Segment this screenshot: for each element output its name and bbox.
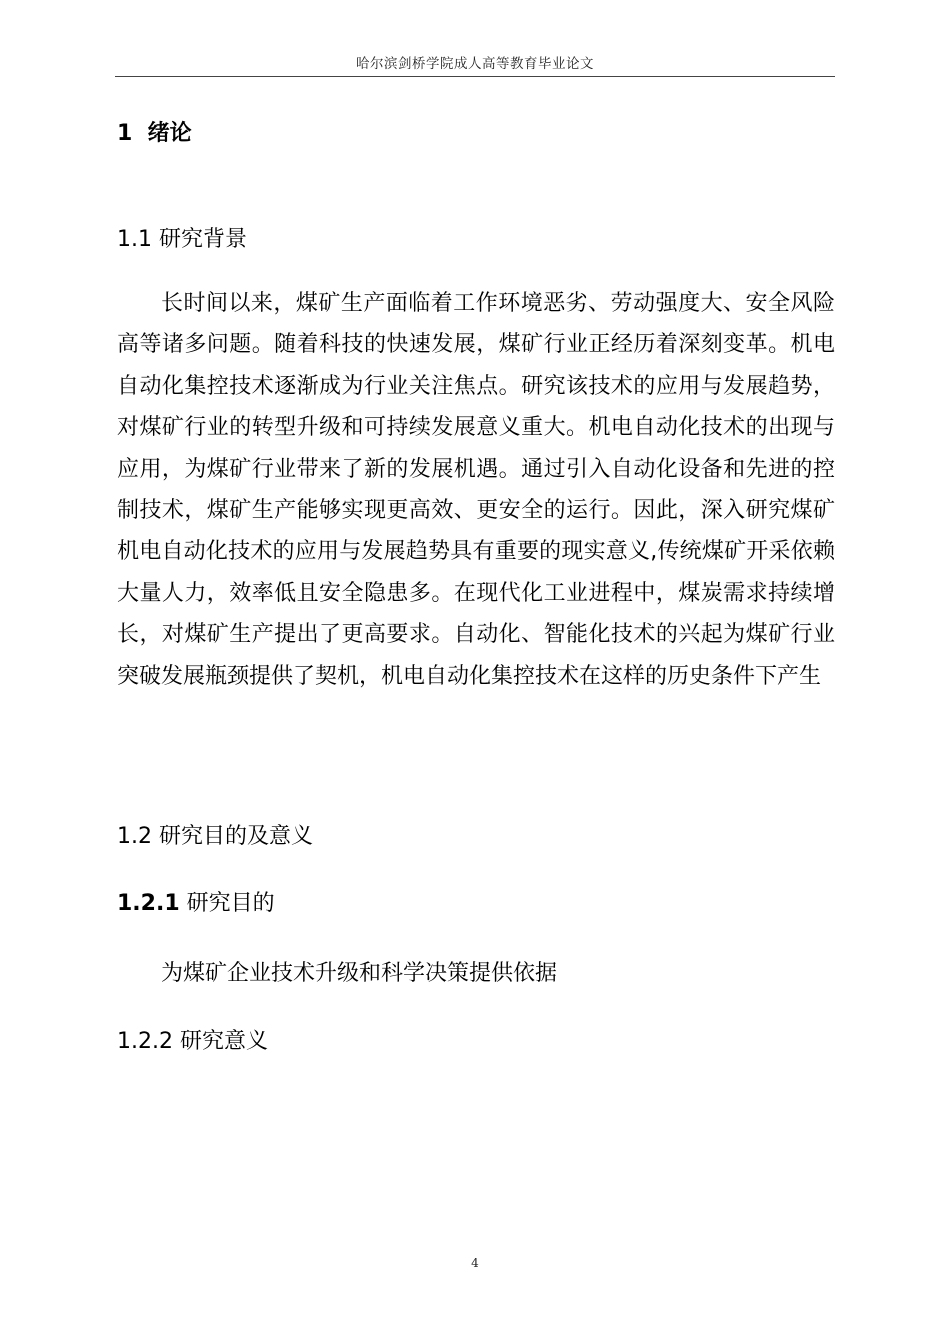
subsection-heading-1-2-1 (117, 886, 275, 917)
header-divider (115, 76, 835, 77)
subsection-heading-1-2-2: 1.2.2 研究意义 (117, 1029, 268, 1054)
chapter-title: 1 绪论 (117, 121, 192, 146)
running-header: 哈尔滨剑桥学院成人高等教育毕业论文 (356, 56, 594, 72)
subsection-number: 1.2.1 (117, 891, 180, 916)
body-paragraph-background: 长时间以来，煤矿生产面临着工作环境恶劣、劳动强度大、安全风险高等诸多问题。随着科技的快速发展，煤矿行业正经历着深刻变革。机电自动化集控技术逐渐成为行业关注焦点。研究该技术的应用与发展趋势，对煤矿行业的转型升级和可持续发展意义重大。机电自动化技术的出现与应用，为煤矿行业带来了新的发展机遇。通过引入自动化设备和先进的控制技术，煤矿生产能够实现更高效、更安全的运行。因此，深入研究煤矿机电自动化技术的应用与发展趋势具有重要的现实意义,传统煤矿开采依赖大量人力，效率低且安全隐患多。在现代化工业进程中，煤炭需求持续增长，对煤矿生产提出了更高要求。自动化、智能化技术的兴起为煤矿行业突破发展瓶颈提供了契机，机电自动化集控技术在这样的历史条件下产生 (117, 291, 835, 689)
section-heading-1-1: 1.1 研究背景 (117, 227, 247, 252)
subsection-title: 研究目的 (186, 891, 275, 916)
section-heading-1-2: 1.2 研究目的及意义 (117, 824, 313, 849)
page-number: 4 (471, 1256, 479, 1270)
research-purpose-text: 为煤矿企业技术升级和科学决策提供依据 (161, 961, 558, 986)
